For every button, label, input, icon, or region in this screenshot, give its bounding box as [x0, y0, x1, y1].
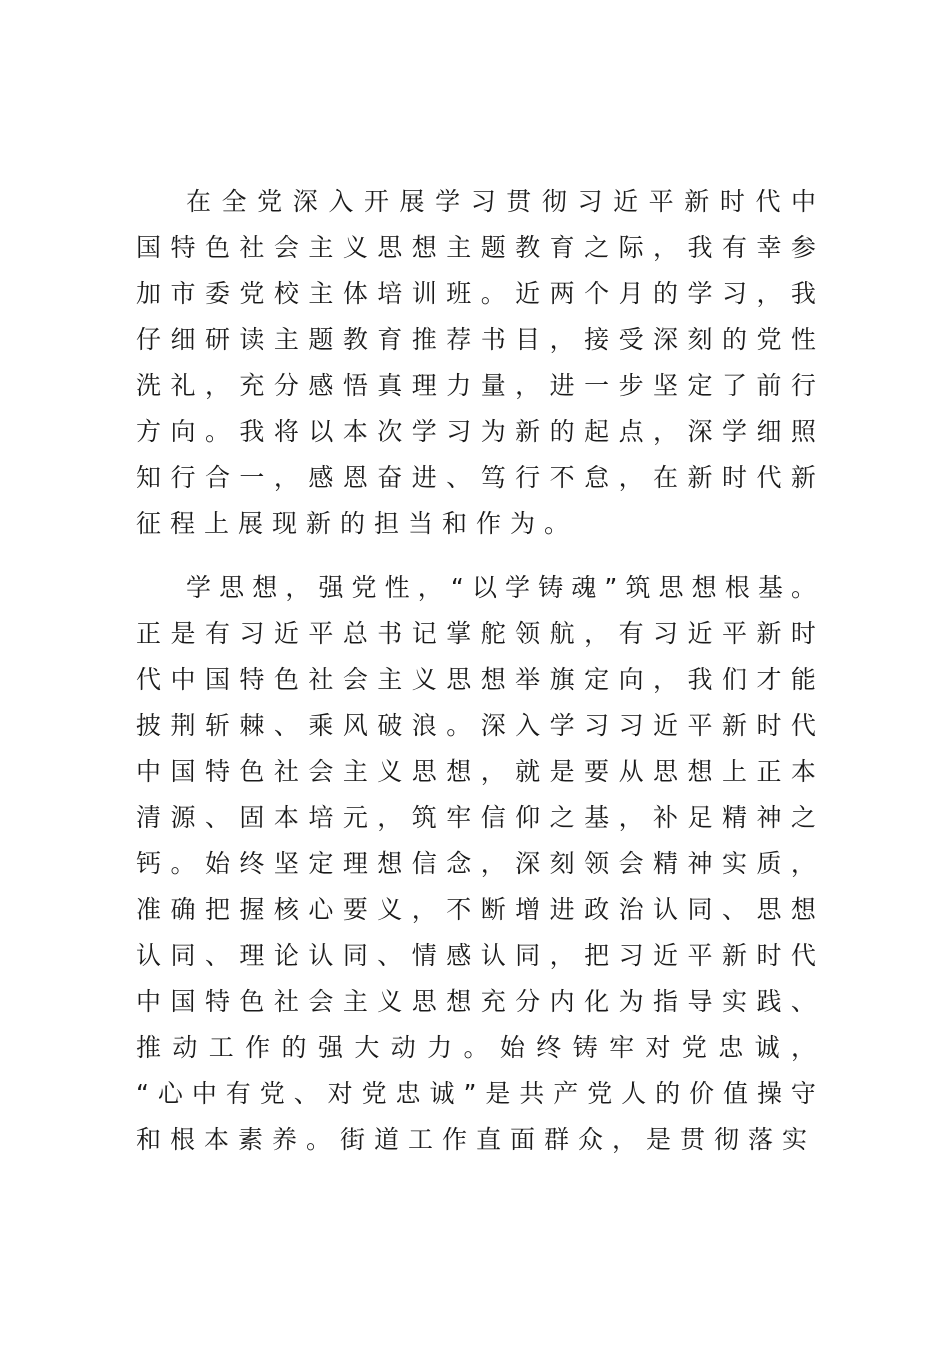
paragraph-line — [0, 1071, 950, 1117]
line-text: 钙。始终坚定理想信念，深刻领会精神实质， — [136, 849, 826, 878]
line-text: 国特色社会主义思想主题教育之际，我有幸参 — [136, 233, 826, 262]
line-text: 加市委党校主体培训班。近两个月的学习，我 — [136, 279, 826, 308]
paragraph-line — [0, 841, 950, 887]
line-text: 中国特色社会主义思想，就是要从思想上正本 — [136, 757, 826, 786]
paragraph-line — [0, 611, 950, 657]
line-text: 征程上展现新的担当和作为。 — [136, 509, 579, 538]
paragraph-line — [0, 933, 950, 979]
paragraph-line — [0, 271, 950, 317]
line-text: 清源、固本培元，筑牢信仰之基，补足精神之 — [136, 803, 826, 832]
line-text: 推动工作的强大动力。始终铸牢对党忠诚， — [136, 1033, 828, 1062]
line-text: 正是有习近平总书记掌舵领航，有习近平新时 — [136, 619, 826, 648]
line-text: 披荆斩棘、乘风破浪。深入学习习近平新时代 — [136, 711, 826, 740]
paragraph-line — [0, 1117, 950, 1163]
line-text: 中国特色社会主义思想充分内化为指导实践、 — [136, 987, 826, 1016]
paragraph-line — [0, 363, 950, 409]
line-text: 洗礼，充分感悟真理力量，进一步坚定了前行 — [136, 371, 826, 400]
line-text: “心中有党、对党忠诚”是共产党人的价值操守 — [136, 1079, 825, 1108]
paragraph-line — [0, 979, 950, 1025]
paragraph-line — [0, 455, 950, 501]
line-text: 和根本素养。街道工作直面群众，是贯彻落实 — [136, 1125, 817, 1154]
paragraph-line — [0, 795, 950, 841]
paragraph-line — [0, 703, 950, 749]
line-text: 认同、理论认同、情感认同，把习近平新时代 — [136, 941, 826, 970]
paragraph-2 — [0, 565, 950, 1163]
paragraph-line — [0, 749, 950, 795]
line-text: 代中国特色社会主义思想举旗定向，我们才能 — [136, 665, 826, 694]
line-text: 准确把握核心要义，不断增进政治认同、思想 — [136, 895, 826, 924]
paragraph-line — [0, 657, 950, 703]
paragraph-line — [0, 317, 950, 363]
line-text: 学思想，强党性，“以学铸魂”筑思想根基。 — [186, 573, 825, 602]
paragraph-line — [0, 565, 950, 611]
paragraph-line — [0, 887, 950, 933]
paragraph-line — [0, 409, 950, 455]
paragraph-line — [0, 501, 950, 547]
paragraph-line — [0, 1025, 950, 1071]
paragraph-1 — [0, 179, 950, 547]
line-text: 仔细研读主题教育推荐书目，接受深刻的党性 — [136, 325, 826, 354]
line-text: 知行合一，感恩奋进、笃行不怠，在新时代新 — [136, 463, 826, 492]
line-text: 在全党深入开展学习贯彻习近平新时代中 — [186, 187, 827, 216]
line-text: 方向。我将以本次学习为新的起点，深学细照 — [136, 417, 826, 446]
paragraph-line — [0, 179, 950, 225]
paragraph-line — [0, 225, 950, 271]
